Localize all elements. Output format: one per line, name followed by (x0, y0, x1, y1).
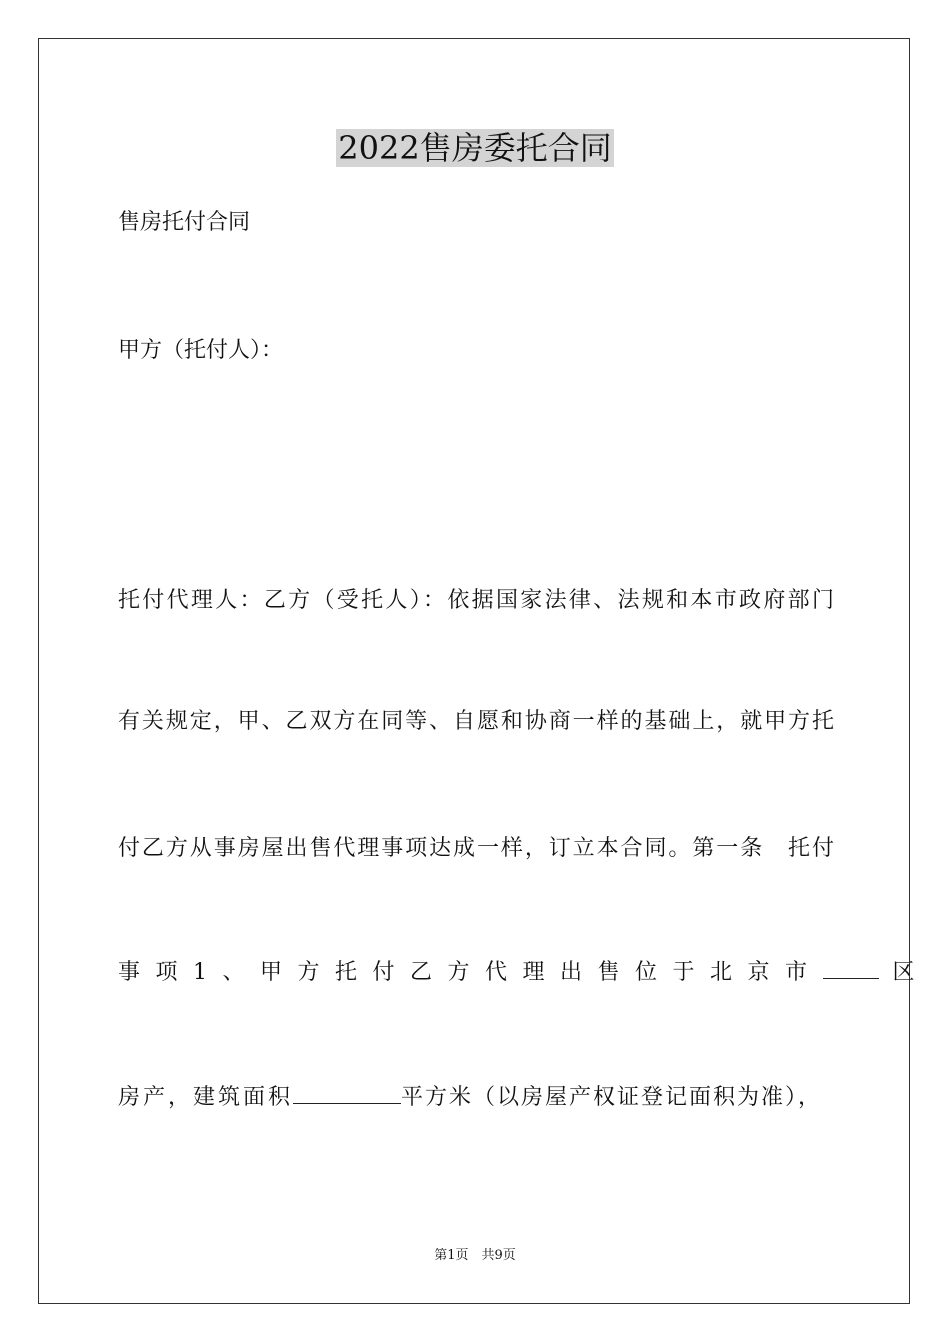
body-line-5-suffix: 平方米（以房屋产权证登记面积为准）， (401, 1085, 823, 1110)
body-line-4 (118, 956, 915, 988)
body-line-1: 托付代理人：乙方（受托人）：依据国家法律、法规和本市政府部门 (118, 588, 834, 613)
area-blank (293, 1081, 401, 1104)
body-line-5 (118, 1081, 834, 1113)
district-blank (823, 956, 879, 979)
party-a-label: 甲方（托付人）： (118, 338, 284, 363)
body-line-5-text: 房产，建筑面积 (118, 1085, 294, 1110)
body-line-2: 有关规定，甲、乙双方在同等、自愿和协商一样的基础上，就甲方托 (118, 709, 834, 734)
body-line-4-text: 事项1、甲方托付乙方代理出售位于北京市 (118, 960, 823, 985)
subtitle: 售房托付合同 (118, 210, 251, 235)
body-line-4-suffix: 区 (892, 960, 915, 985)
body-line-3: 付乙方从事房屋出售代理事项达成一样，订立本合同。第一条 托付 (118, 836, 834, 861)
document-title-text: 2022售房委托合同 (338, 129, 612, 167)
document-title (0, 128, 950, 168)
page-footer: 第1页 共9页 (434, 1248, 516, 1263)
